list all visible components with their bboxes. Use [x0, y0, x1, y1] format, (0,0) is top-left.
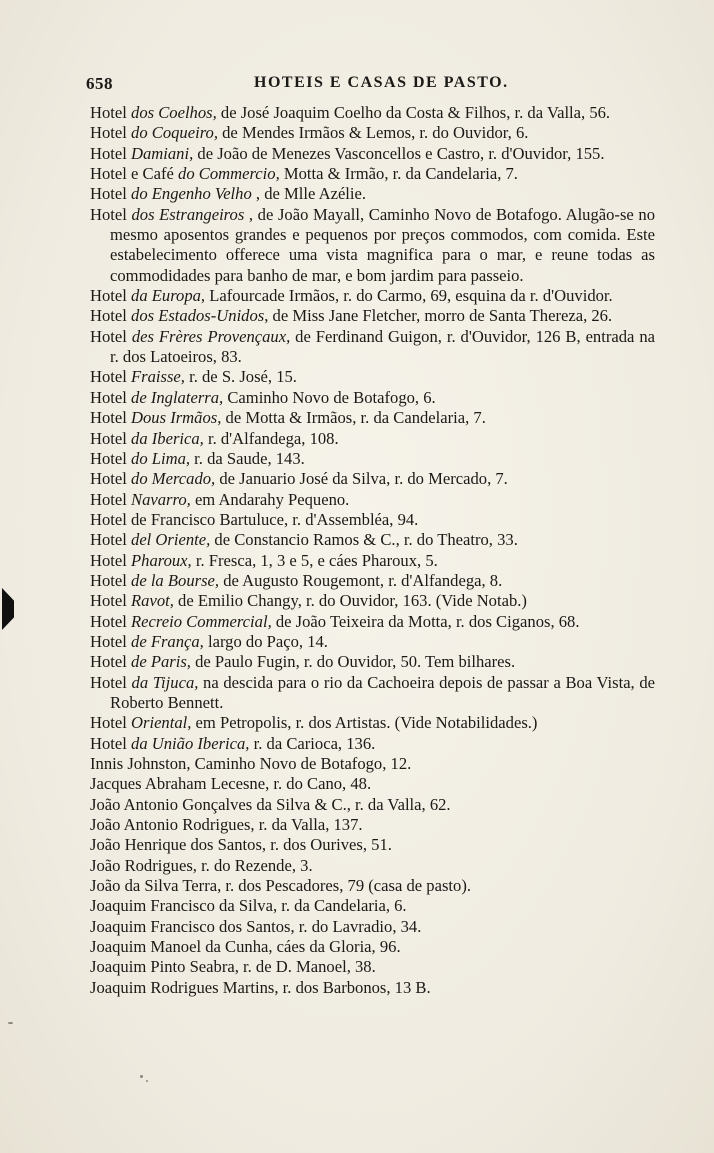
- entry-establishment-name: de Inglaterra,: [131, 387, 224, 407]
- directory-entry: [90, 978, 655, 998]
- entry-details: r. Fresca, 1, 3 e 5, e cáes Pharoux, 5.: [191, 550, 438, 570]
- entry-establishment-name: del Oriente,: [131, 530, 211, 550]
- directory-entry: [90, 205, 655, 286]
- directory-entry: [90, 713, 655, 733]
- entry-establishment-name: do Lima,: [131, 448, 191, 468]
- entry-prefix: Hotel: [90, 591, 132, 611]
- entry-prefix: Hotel e Café: [90, 164, 179, 184]
- entry-details: largo do Paço, 14.: [203, 631, 328, 651]
- entry-establishment-name: Recreio Commercial,: [131, 611, 272, 631]
- directory-entry: [90, 429, 655, 449]
- ink-speck: [8, 1022, 13, 1024]
- directory-entry: [90, 551, 655, 571]
- entry-establishment-name: de la Bourse,: [131, 570, 220, 590]
- directory-entry: [90, 896, 655, 916]
- entry-details: de Motta & Irmãos, r. da Candelaria, 7.: [221, 408, 486, 428]
- directory-entry: [90, 673, 655, 714]
- directory-entry: [90, 286, 655, 306]
- entry-establishment-name: do Engenho Velho: [131, 184, 252, 204]
- directory-entry: [90, 388, 655, 408]
- entry-prefix: Hotel: [90, 672, 132, 692]
- page-number: 658: [86, 74, 113, 93]
- directory-entry: [90, 449, 655, 469]
- entry-establishment-name: do Commercio,: [178, 164, 280, 184]
- directory-entry: [90, 734, 655, 754]
- entry-prefix: Joaquim Francisco dos Santos, r. do Lavradio, 34.: [90, 916, 422, 936]
- directory-entry: [90, 144, 655, 164]
- entry-establishment-name: da Iberica,: [131, 428, 204, 448]
- entry-prefix: Hotel: [90, 123, 132, 143]
- entry-details: de Ferdinand Guigon, r. d'Ouvidor, 126 B, entrada na r. dos Latoeiros, 83.: [110, 326, 655, 367]
- entry-details: de Constancio Ramos & C., r. do Theatro, 33.: [210, 530, 518, 550]
- running-head: HOTEIS E CASAS DE PASTO.: [254, 74, 509, 91]
- directory-entry: [90, 612, 655, 632]
- directory-entry: [90, 510, 655, 530]
- entry-details: r. d'Alfandega, 108.: [203, 428, 339, 448]
- entry-prefix: Jacques Abraham Lecesne, r. do Cano, 48.: [90, 774, 372, 794]
- entry-prefix: Hotel: [90, 448, 132, 468]
- entry-establishment-name: Oriental,: [131, 713, 192, 733]
- entry-prefix: Hotel: [90, 306, 132, 326]
- ink-speck: [140, 1075, 143, 1078]
- entry-prefix: Joaquim Francisco da Silva, r. da Candelaria, 6.: [90, 896, 407, 916]
- entry-prefix: João Antonio Rodrigues, r. da Valla, 137.: [90, 815, 363, 835]
- ink-speck: [146, 1080, 148, 1082]
- directory-entry: [90, 652, 655, 672]
- entry-establishment-name: dos Estrangeiros: [131, 204, 245, 224]
- directory-entry: [90, 876, 655, 896]
- entry-establishment-name: Dous Irmãos,: [131, 408, 222, 428]
- entry-establishment-name: de Paris,: [131, 652, 191, 672]
- directory-entry: [90, 835, 655, 855]
- entry-establishment-name: da Tijuca,: [131, 672, 199, 692]
- entry-details: , de João Mayall, Caminho Novo de Botafogo. Alugão-se no mesmo aposentos grandes e pequenos por preços commodos, com comida. Este estabelecimento offerece uma vista magnifica para o mar, e reune todas as commodidades para banho de mar, e bom jardim para passeio.: [110, 204, 655, 285]
- entry-prefix: Hotel: [90, 408, 132, 428]
- entry-prefix: Hotel: [90, 103, 132, 122]
- directory-entry: [90, 571, 655, 591]
- entry-details: , de Miss Jane Fletcher, morro de Santa Thereza, 26.: [264, 306, 613, 326]
- entry-establishment-name: des Frères Provençaux,: [131, 326, 291, 346]
- entry-establishment-name: da União Iberica,: [131, 733, 250, 753]
- directory-entry: [90, 632, 655, 652]
- entry-details: Motta & Irmão, r. da Candelaria, 7.: [279, 164, 518, 184]
- page-header: [86, 74, 656, 100]
- entry-prefix: Hotel: [90, 143, 132, 163]
- entry-details: , de Mlle Azélie.: [251, 184, 367, 204]
- directory-entry: [90, 754, 655, 774]
- entry-prefix: Hotel: [90, 184, 132, 204]
- directory-entry: [90, 103, 655, 123]
- directory-entry: [90, 774, 655, 794]
- entry-prefix: João Rodrigues, r. do Rezende, 3.: [90, 855, 313, 875]
- directory-entry: [90, 815, 655, 835]
- directory-entry: [90, 408, 655, 428]
- entry-establishment-name: Pharoux,: [131, 550, 192, 570]
- entry-prefix: Hotel: [90, 367, 132, 387]
- entry-details: de Januario José da Silva, r. do Mercado, 7.: [215, 469, 508, 489]
- directory-entry: [90, 795, 655, 815]
- entry-prefix: Hotel: [90, 469, 132, 489]
- entry-prefix: Joaquim Rodrigues Martins, r. dos Barbonos, 13 B.: [90, 977, 431, 997]
- entry-prefix: Joaquim Manoel da Cunha, cáes da Gloria, 96.: [90, 937, 401, 957]
- entry-prefix: Hotel: [90, 387, 132, 407]
- directory-list: [90, 103, 655, 998]
- entry-prefix: João Antonio Gonçalves da Silva & C., r. da Valla, 62.: [90, 794, 451, 814]
- entry-prefix: Hotel: [90, 713, 132, 733]
- entry-details: em Andarahy Pequeno.: [190, 489, 350, 509]
- directory-entry: [90, 123, 655, 143]
- entry-details: Lafourcade Irmãos, r. do Carmo, 69, esquina da r. d'Ouvidor.: [205, 286, 613, 306]
- entry-establishment-name: do Mercado,: [131, 469, 216, 489]
- directory-entry: [90, 306, 655, 326]
- entry-details: de Paulo Fugin, r. do Ouvidor, 50. Tem bilhares.: [190, 652, 516, 672]
- entry-prefix: Hotel: [90, 550, 132, 570]
- entry-prefix: Joaquim Pinto Seabra, r. de D. Manoel, 38.: [90, 957, 376, 977]
- entry-prefix: Hotel de Francisco Bartuluce, r. d'Assembléa, 94.: [90, 509, 419, 529]
- entry-prefix: João da Silva Terra, r. dos Pescadores, 79 (casa de pasto).: [90, 876, 471, 896]
- entry-establishment-name: Navarro,: [131, 489, 191, 509]
- entry-prefix: Hotel: [90, 489, 132, 509]
- entry-details: de Mendes Irmãos & Lemos, r. do Ouvidor, 6.: [217, 123, 529, 143]
- entry-prefix: Innis Johnston, Caminho Novo de Botafogo, 12.: [90, 754, 412, 773]
- directory-entry: [90, 327, 655, 368]
- entry-details: em Petropolis, r. dos Artistas. (Vide Notabilidades.): [191, 713, 538, 733]
- entry-establishment-name: dos Estados-Unidos: [131, 306, 265, 326]
- entry-details: de João de Menezes Vasconcellos e Castro, r. d'Ouvidor, 155.: [193, 143, 605, 163]
- directory-entry: [90, 937, 655, 957]
- entry-establishment-name: Damiani,: [131, 143, 194, 163]
- entry-details: r. da Carioca, 136.: [249, 733, 376, 753]
- entry-details: na descida para o rio da Cachoeira depois de passar a Boa Vista, de Roberto Bennett.: [110, 672, 656, 712]
- directory-entry: [90, 469, 655, 489]
- entry-details: de Emilio Changy, r. do Ouvidor, 163. (Vide Notab.): [173, 591, 527, 611]
- entry-prefix: Hotel: [90, 326, 132, 346]
- entry-details: de José Joaquim Coelho da Costa & Filhos, r. da Valla, 56.: [216, 103, 611, 122]
- entry-details: r. de S. José, 15.: [184, 367, 297, 387]
- directory-entry: [90, 184, 655, 204]
- margin-mark: [2, 588, 14, 630]
- entry-details: Caminho Novo de Botafogo, 6.: [223, 387, 436, 407]
- entry-establishment-name: do Coqueiro,: [131, 123, 218, 143]
- entry-prefix: Hotel: [90, 286, 132, 306]
- directory-entry: [90, 490, 655, 510]
- directory-entry: [90, 917, 655, 937]
- entry-prefix: Hotel: [90, 611, 132, 631]
- directory-entry: [90, 957, 655, 977]
- entry-prefix: Hotel: [90, 428, 132, 448]
- entry-prefix: Hotel: [90, 652, 132, 672]
- directory-entry: [90, 530, 655, 550]
- directory-entry: [90, 856, 655, 876]
- directory-entry: [90, 591, 655, 611]
- entry-establishment-name: Ravot,: [131, 591, 174, 611]
- entry-prefix: Hotel: [90, 204, 132, 224]
- directory-entry: [90, 164, 655, 184]
- entry-details: r. da Saude, 143.: [190, 448, 305, 468]
- entry-prefix: Hotel: [90, 530, 132, 550]
- entry-details: de João Teixeira da Motta, r. dos Ciganos, 68.: [271, 611, 580, 631]
- entry-details: de Augusto Rougemont, r. d'Alfandega, 8.: [219, 570, 503, 590]
- directory-entry: [90, 367, 655, 387]
- entry-establishment-name: dos Coelhos,: [131, 103, 217, 122]
- entry-establishment-name: da Europa,: [131, 286, 206, 306]
- entry-establishment-name: de França,: [131, 631, 204, 651]
- entry-prefix: Hotel: [90, 570, 132, 590]
- entry-prefix: Hotel: [90, 733, 132, 753]
- entry-prefix: João Henrique dos Santos, r. dos Ourives, 51.: [90, 835, 392, 855]
- entry-prefix: Hotel: [90, 631, 132, 651]
- entry-establishment-name: Fraisse,: [131, 367, 185, 387]
